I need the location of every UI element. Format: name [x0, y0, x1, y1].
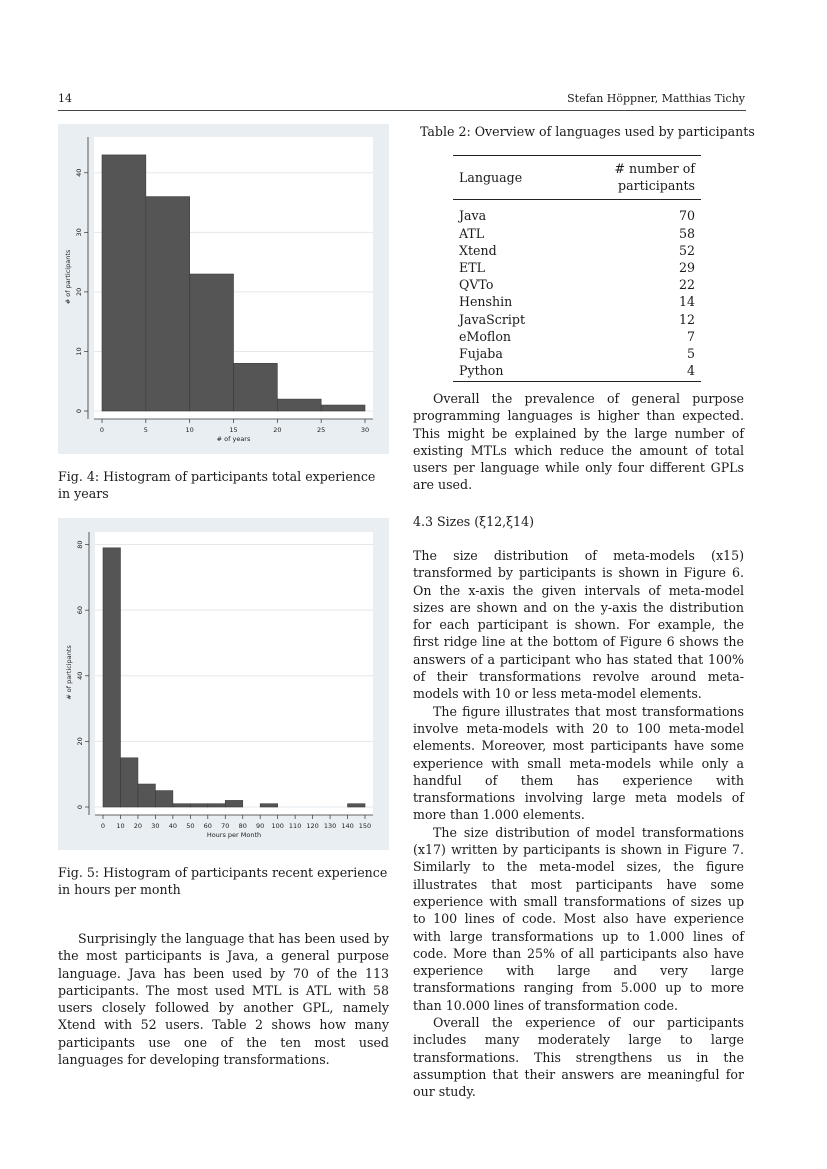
histogram-bar [146, 197, 190, 411]
table-cell-language: QVTo [459, 277, 494, 293]
y-tick-label: 30 [75, 228, 83, 237]
paragraph-gpl-prevalence: Overall the prevalence of general purpose programming languages is higher than expected. This might be explained by the large number of existing MTLs which reduce the amount of total users per language while only four different GPLs are used. [413, 391, 744, 493]
table-2-body [453, 207, 701, 379]
histogram-bar [173, 804, 190, 807]
table-2-grid [453, 160, 701, 194]
y-tick-label: 40 [75, 168, 83, 177]
histogram-bar [103, 548, 120, 807]
x-tick-label: 80 [238, 822, 247, 830]
page-number: 14 [58, 92, 72, 105]
right-paragraph-1 [413, 390, 744, 494]
table-cell-count: 58 [678, 225, 695, 241]
x-tick-label: 110 [288, 822, 302, 830]
y-tick-label: 20 [75, 287, 83, 297]
left-paragraph [58, 930, 389, 1068]
table-row [453, 242, 701, 259]
table-cell-count: 29 [678, 260, 695, 276]
x-tick-label: 140 [341, 822, 354, 830]
y-tick-label: 40 [76, 671, 84, 680]
x-tick-label: 0 [99, 426, 105, 434]
table-cell-language: Xtend [459, 242, 497, 258]
paragraph-metamodel-sizes: The size distribution of meta-models (x15) transformed by participants is shown in Figure 6. On the x-axis the given intervals of meta-model sizes are shown and on the y-axis the distribution for each participant is shown. For example, the first ridge line at the bottom of Figure 6 shows the answers of a participant who has stated that 100% of their transformations revolve around meta-models with 10 or less meta-model elements. [413, 548, 744, 702]
right-paragraphs [413, 547, 744, 1101]
table-cell-count: 4 [686, 363, 695, 379]
histogram-bar [120, 758, 137, 807]
table-cell-language: ATL [459, 225, 485, 241]
section-title: 4.3 Sizes (ξ12,ξ14) [413, 514, 534, 529]
table-cell-language: Henshin [459, 294, 513, 310]
figure-5 [58, 518, 389, 850]
table-row [453, 345, 701, 362]
y-axis-title: # of participants [65, 645, 73, 700]
x-tick-label: 30 [360, 426, 370, 434]
x-tick-label: 25 [317, 426, 326, 434]
y-tick-label: 20 [76, 737, 84, 746]
paragraph-metamodel-illustration: The figure illustrates that most transformations involve meta-models with 20 to 100 meta-model elements. Moreover, most participants have some experience with small meta-models while only a handful of them has experience with transformations involving large meta models of more than 1.000 elements. [413, 703, 744, 823]
table-cell-count: 70 [678, 208, 695, 224]
table-cell-language: JavaScript [459, 311, 526, 327]
y-tick-label: 80 [76, 540, 84, 549]
fig5-histogram [58, 518, 389, 850]
table-row [453, 276, 701, 293]
y-tick-label: 60 [76, 606, 84, 615]
paragraph-overall-experience: Overall the experience of our participants includes many moderately large to large transformations. This strengthens us in the assumption that their answers are meaningful for our study. [413, 1015, 744, 1100]
histogram-bar [348, 804, 365, 807]
paragraph-languages: Surprisingly the language that has been used by the most participants is Java, a general purpose language. Java has been used by 70 of the 113 participants. The most used MTL is ATL with 58 users closely followed by another GPL, namely Xtend with 52 users. Table 2 shows how many participants use one of the ten most used languages for developing transformations. [58, 931, 389, 1068]
x-tick-label: 120 [306, 822, 319, 830]
fig4-histogram [58, 124, 389, 454]
table-cell-language: ETL [459, 260, 485, 276]
histogram-bar [234, 363, 278, 411]
table-cell-count: 14 [678, 294, 695, 310]
histogram-bar [260, 804, 277, 807]
table-cell-count: 22 [678, 277, 695, 293]
x-axis-title: # of years [216, 435, 251, 443]
histogram-bar [155, 791, 172, 807]
histogram-bar [208, 804, 225, 807]
histogram-bar [225, 800, 242, 807]
x-tick-label: 70 [221, 822, 230, 830]
table-2 [453, 155, 701, 382]
table-cell-count: 12 [678, 311, 695, 327]
x-tick-label: 0 [100, 822, 106, 830]
histogram-bar [277, 399, 321, 411]
figure-4 [58, 124, 389, 454]
table-cell-count: 7 [686, 328, 695, 344]
running-header-authors: Stefan Höppner, Matthias Tichy [567, 92, 745, 105]
table-header-language: Language [459, 169, 523, 185]
histogram-bar [190, 804, 207, 807]
x-tick-label: 60 [203, 822, 212, 830]
x-tick-label: 30 [151, 822, 160, 830]
table-row [453, 293, 701, 310]
x-tick-label: 50 [186, 822, 195, 830]
histogram-bar [102, 155, 146, 411]
table-cell-language: Java [459, 208, 487, 224]
x-tick-label: 10 [116, 822, 125, 830]
table-row [453, 259, 701, 276]
figure-4-caption: Fig. 4: Histogram of participants total experience in years [58, 469, 376, 501]
table-2-title: Table 2: Overview of languages used by participants [420, 124, 755, 139]
x-tick-label: 40 [168, 822, 178, 830]
paragraph-transformation-sizes: The size distribution of model transformations (x17) written by participants is shown in Figure 7. Similarly to the meta-model sizes, the figure illustrates that most participants have some experience with small transformations of sizes up to 100 lines of code. Most also have experience with large transformations up to 1.000 lines of code. More than 25% of all participants also have experience with large and very large transformations ranging from 5.000 up to more than 10.000 lines of transformation code. [413, 824, 744, 1013]
table-cell-language: Python [459, 363, 504, 379]
table-cell-count: 5 [686, 346, 695, 362]
histogram-bar [190, 274, 234, 411]
header-rule [58, 110, 746, 111]
x-tick-label: 150 [358, 822, 372, 830]
x-tick-label: 130 [323, 822, 337, 830]
x-tick-label: 5 [143, 426, 148, 434]
figure-5-caption: Fig. 5: Histogram of participants recent experience in hours per month [58, 865, 388, 897]
table-cell-count: 52 [678, 242, 695, 258]
table-row [453, 207, 701, 224]
table-row [453, 328, 701, 345]
table-header-count: # number of participants [614, 161, 695, 194]
table-row [453, 362, 701, 379]
x-tick-label: 100 [271, 822, 284, 830]
x-tick-label: 10 [185, 426, 194, 434]
histogram-bar [321, 405, 365, 411]
x-tick-label: 15 [229, 426, 238, 434]
table-row [453, 225, 701, 242]
histogram-bar [138, 784, 155, 807]
x-tick-label: 20 [133, 822, 143, 830]
x-tick-label: 20 [273, 426, 282, 434]
y-tick-label: 10 [75, 347, 83, 356]
x-axis-title: Hours per Month [206, 831, 262, 839]
y-axis-title: # of participants [64, 249, 72, 305]
y-tick-label: 0 [76, 804, 84, 810]
table-cell-language: eMoflon [459, 328, 512, 344]
table-row [453, 311, 701, 328]
y-tick-label: 0 [75, 408, 83, 414]
x-tick-label: 90 [256, 822, 265, 830]
table-cell-language: Fujaba [459, 346, 503, 362]
